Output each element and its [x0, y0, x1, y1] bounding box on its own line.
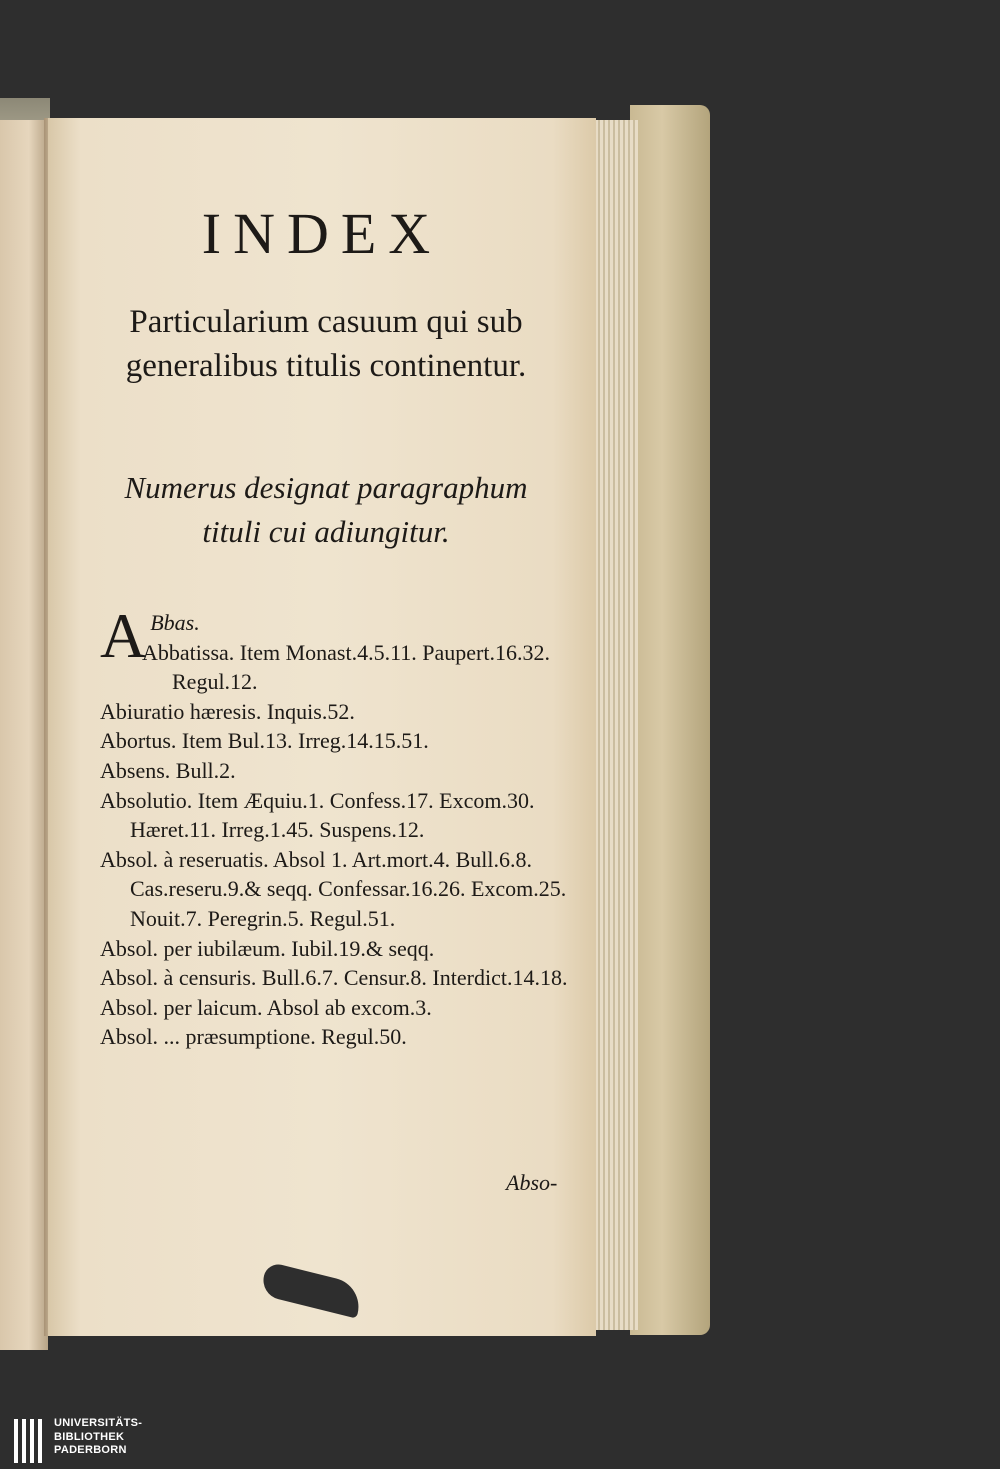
index-page — [48, 118, 596, 1336]
page-note: Numerus designat paragraphum tituli cui adiungitur. — [124, 470, 528, 549]
index-entry: Abortus. Item Bul.13. Irreg.14.15.51. — [100, 728, 429, 754]
logo-line-1: UNIVERSITÄTS- — [54, 1417, 143, 1429]
index-entry: Absol. à reseruatis. Absol 1. Art.mort.4. Bull.6.8. Cas.reseru.9.& seqq. Confessar.16.26. Excom.25. Nouit.7. Peregrin.5. Regul.51. — [100, 846, 567, 931]
index-entries — [100, 600, 570, 1052]
drop-initial: A — [100, 600, 147, 671]
page-title: INDEX — [201, 201, 443, 266]
index-entry: Absol. à censuris. Bull.6.7. Censur.8. Interdict.14.18. — [100, 965, 568, 991]
index-entry: Abbatissa. Item Monast.4.5.11. Paupert.16.32. Regul.12. — [142, 639, 550, 695]
logo-line-3: PADERBORN — [54, 1444, 127, 1456]
paper-damage — [259, 1261, 364, 1318]
index-entry: Absolutio. Item Æquiu.1. Confess.17. Excom.30. Hæret.11. Irreg.1.45. Suspens.12. — [100, 787, 535, 843]
book — [0, 80, 710, 1320]
book-cover-edge — [630, 105, 710, 1335]
catchword: Abso- — [506, 1170, 558, 1195]
entry-text: Bbas. — [150, 610, 200, 635]
library-logo — [12, 1417, 312, 1465]
logo-line-2: BIBLIOTHEK — [54, 1430, 125, 1443]
page-edges — [590, 120, 638, 1330]
page-subtitle: Particularium casuum qui sub generalibus titulis continentur. — [125, 304, 527, 384]
library-logo-text — [54, 1417, 142, 1458]
index-entry: Absol. ... præsumptione. Regul.50. — [100, 1024, 407, 1050]
index-entry: Absol. per laicum. Absol ab excom.3. — [100, 994, 432, 1020]
index-entry: Abiuratio hæresis. Inquis.52. — [100, 698, 355, 724]
left-page-edge — [0, 120, 48, 1350]
library-logo-icon — [12, 1417, 50, 1465]
index-entry: Absens. Bull.2. — [100, 757, 236, 783]
index-entry: Absol. per iubilæum. Iubil.19.& seqq. — [100, 935, 435, 961]
